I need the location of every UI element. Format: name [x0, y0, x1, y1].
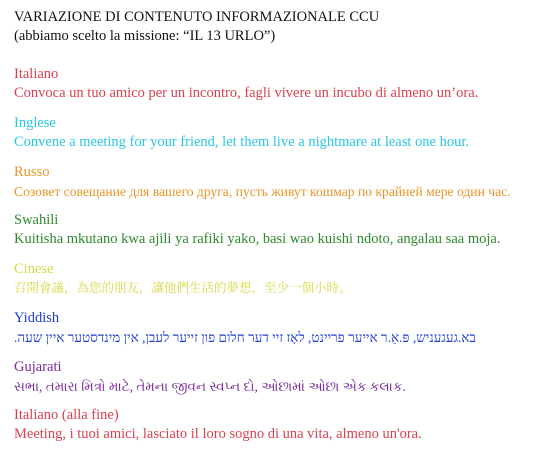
section-gujarati — [14, 358, 529, 396]
section-italiano — [14, 65, 529, 103]
section-cinese — [14, 260, 529, 298]
document-subtitle: (abbiamo scelto la missione: “IL 13 URLO”) — [14, 28, 276, 44]
section-inglese — [14, 114, 529, 152]
translation-text: Convoca un tuo amico per un incontro, fagli vivere un incubo di almeno un’ora. — [14, 85, 479, 101]
translation-text: Convene a meeting for your friend, let them live a nightmare at least one hour. — [14, 134, 469, 150]
language-name: Swahili — [14, 212, 59, 228]
translation-text: 召開會議，為您的朋友，讓他們生活的夢想，至少一個小時。 — [14, 281, 352, 295]
translation-text: Созовет совещание для вашего друга, пусть живут кошмар по крайней мере один час. — [14, 184, 511, 199]
language-name: Cinese — [14, 261, 54, 277]
translation-text: સભા, તમારા મિત્રો માટે, તેમના જીવન સ્વપ્ન દો, ઓછામાં ઓછા એક કલાક. — [14, 379, 406, 394]
translation-text: Kuitisha mkutano kwa ajili ya rafiki yako, basi wao kuishi ndoto, angalau saa moja. — [14, 231, 501, 247]
language-name: Russo — [14, 164, 50, 180]
translation-text: בא.געגעניש, פּ.אַ.ר אייער פריינט, לאָז זיי דער חלום פון זייער לעבן, אין מינדסטער איין שעה. — [14, 330, 476, 345]
language-name: Gujarati — [14, 359, 62, 375]
translation-text: Meeting, i tuoi amici, lasciato il loro sogno di una vita, almeno un'ora. — [14, 426, 422, 442]
language-name: Inglese — [14, 115, 56, 131]
language-name: Italiano (alla fine) — [14, 407, 119, 423]
section-swahili — [14, 211, 529, 249]
section-italiano-fine — [14, 406, 529, 444]
section-russo — [14, 163, 529, 201]
section-yiddish — [14, 309, 529, 347]
language-name: Yiddish — [14, 310, 60, 326]
document-page — [14, 8, 529, 442]
document-title: VARIAZIONE DI CONTENUTO INFORMAZIONALE CCU — [14, 9, 380, 25]
language-name: Italiano — [14, 66, 59, 82]
